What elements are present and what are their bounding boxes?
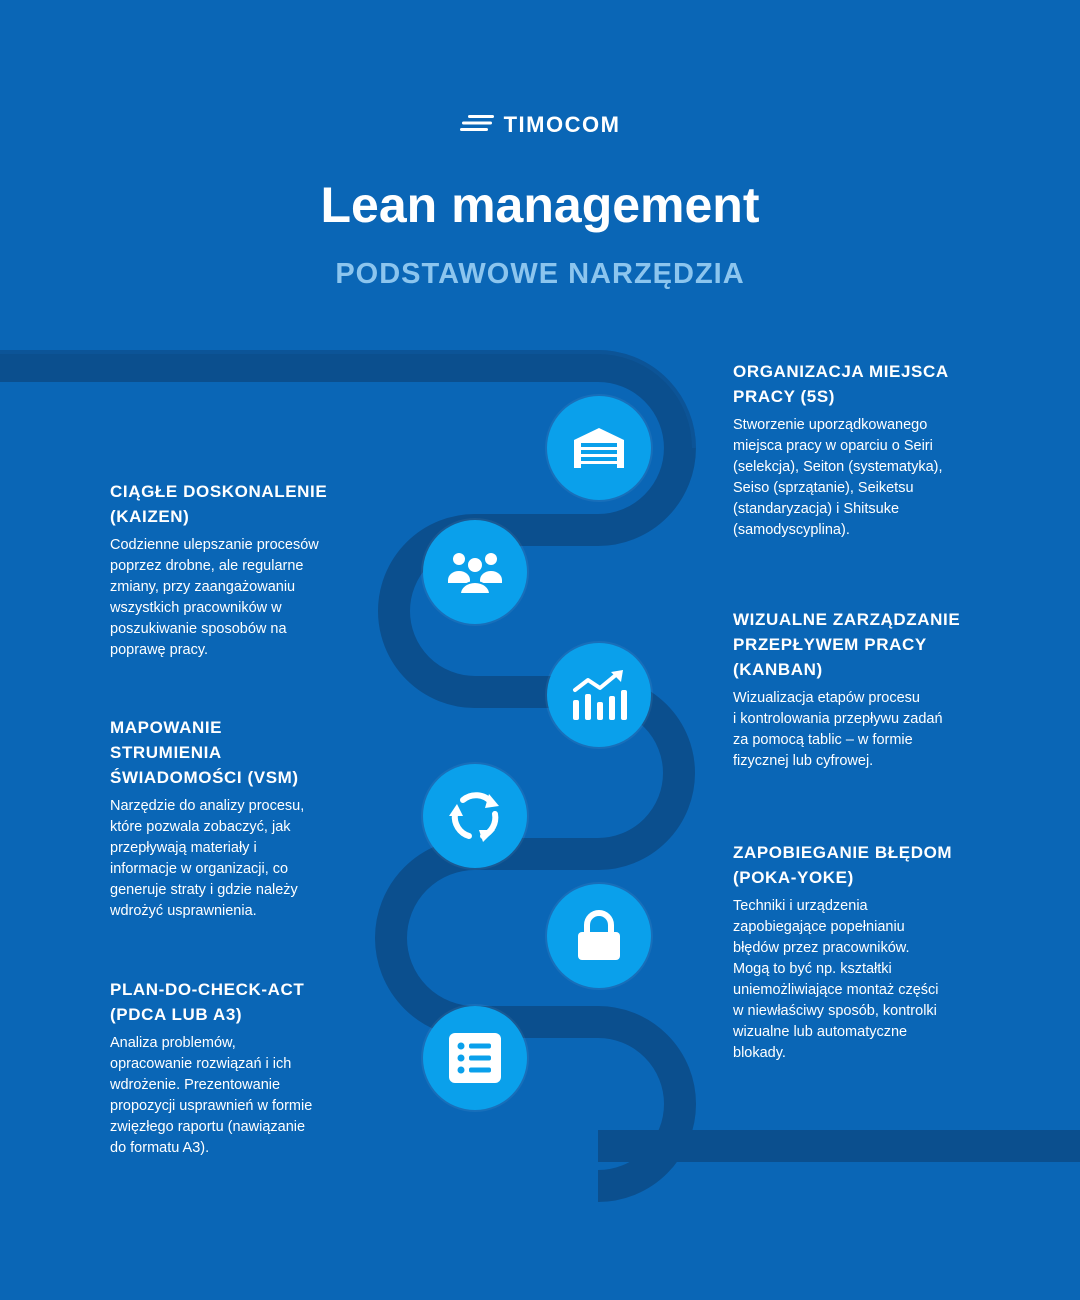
step-description: Codzienne ulepszanie procesów poprzez drobne, ale regularne zmiany, przy zaangażowaniu wszystkich pracowników w poszukiwanie sposobów na poprawę pracy. <box>110 537 319 658</box>
step-node-pdca <box>423 1006 527 1110</box>
step-node-5s <box>547 396 651 500</box>
cycle-arrows-icon <box>445 786 505 846</box>
step-description: Techniki i urządzenia zapobiegające popełnianiu błędów przez pracowników. Mogą to być np. kształtki uniemożliwiające montaż części w niewłaściwy sposób, kontrolki wizualne lub automatyczne blokady. <box>733 898 939 1061</box>
step-node-poka-yoke <box>547 884 651 988</box>
step-heading: WIZUALNE ZARZĄDZANIE PRZEPŁYWEM PRACY (KANBAN) <box>733 610 961 679</box>
growth-chart-icon <box>571 670 627 720</box>
step-heading: ORGANIZACJA MIEJSCA PRACY (5S) <box>733 362 949 406</box>
step-pdca <box>110 977 350 1159</box>
step-heading: MAPOWANIE STRUMIENIA ŚWIADOMOŚCI (VSM) <box>110 718 299 787</box>
checklist-icon <box>449 1033 501 1083</box>
page-subtitle: PODSTAWOWE NARZĘDZIA <box>335 258 745 290</box>
brand-name: TIMOCOM <box>503 112 621 137</box>
padlock-icon <box>576 910 622 962</box>
step-description: Wizualizacja etapów procesu i kontrolowania przepływu zadań za pomocą tablic – w formie fizycznej lub cyfrowej. <box>733 690 943 769</box>
step-node-kanban <box>547 643 651 747</box>
step-kanban <box>733 607 993 772</box>
team-people-icon <box>447 550 503 594</box>
step-heading: CIĄGŁE DOSKONALENIE (KAIZEN) <box>110 482 328 526</box>
step-poka-yoke <box>733 840 993 1064</box>
step-5s <box>733 359 993 541</box>
step-description: Narzędzie do analizy procesu, które pozwala zobaczyć, jak przepływają materiały i informacje w organizacji, co generuje straty i gdzie należy wdrożyć usprawnienia. <box>110 798 305 919</box>
step-heading: ZAPOBIEGANIE BŁĘDOM (POKA-YOKE) <box>733 843 953 887</box>
step-vsm <box>110 715 350 922</box>
step-kaizen <box>110 479 350 661</box>
step-node-kaizen <box>423 520 527 624</box>
step-description: Analiza problemów, opracowanie rozwiązań i ich wdrożenie. Prezentowanie propozycji usprawnień w formie zwięzłego raportu (nawiązanie do formatu A3). <box>110 1035 313 1156</box>
garage-door-icon <box>572 426 626 470</box>
step-description: Stworzenie uporządkowanego miejsca pracy w oparciu o Seiri (selekcja), Seiton (systematyka), Seiso (sprzątanie), Seiketsu (standaryzacja) i Shitsuke (samodyscyplina). <box>733 417 943 538</box>
step-heading: PLAN-DO-CHECK-ACT (PDCA LUB A3) <box>110 980 305 1024</box>
page-title: Lean management <box>320 177 760 233</box>
step-node-vsm <box>423 764 527 868</box>
